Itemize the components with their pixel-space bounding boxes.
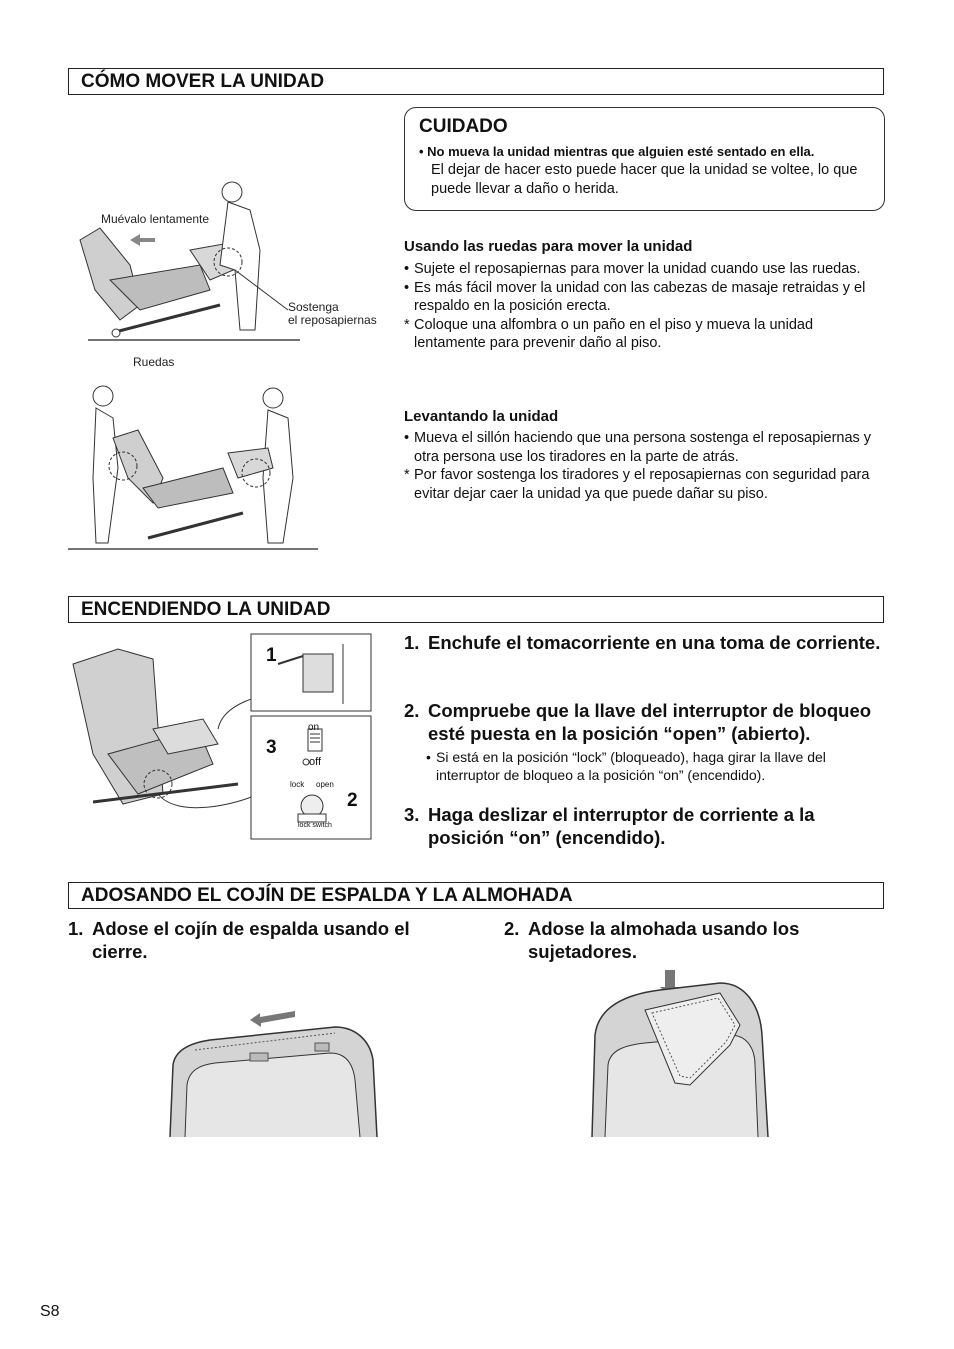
- label-lock: lock: [290, 780, 305, 789]
- power-note: • Si está en la posición “lock” (bloqueado), haga girar la llave del interruptor de bloqueo a la posición “on” (encendido).: [426, 749, 826, 783]
- list-item: • Mueva el sillón haciendo que una persona sostenga el reposapiernas y otra persona use los tiradores en la parte de atrás.: [404, 430, 872, 465]
- caution-title: CUIDADO: [419, 116, 508, 137]
- label-wheels: Ruedas: [133, 355, 175, 369]
- pillow-illustration: [590, 965, 770, 1140]
- label-move-slowly: Muévalo lentamente: [101, 212, 210, 226]
- label-lock-switch: lock switch: [298, 822, 332, 829]
- label-on: on: [308, 722, 320, 733]
- caution-box: [404, 107, 885, 211]
- moving-wheels-illustration: [60, 170, 390, 370]
- callout-2: 2: [347, 790, 358, 811]
- back-cushion-illustration: [165, 1005, 380, 1140]
- list-item: * Coloque una alfombra o un paño en el piso y mueva la unidad lentamente para prevenir daño al piso.: [404, 316, 814, 351]
- cushion-step-1: 1. Adose el cojín de espalda usando el cierre.: [68, 918, 410, 962]
- power-step-2: 2. Compruebe que la llave del interruptor de bloqueo esté puesta en la posición “open” (abierto).: [404, 700, 872, 744]
- caution-bold-line: • No mueva la unidad mientras que alguien esté sentado en ella.: [419, 144, 815, 159]
- list-item: * Por favor sostenga los tiradores y el reposapiernas con seguridad para evitar dejar caer la unidad ya que puede dañar su piso.: [404, 467, 870, 502]
- label-open: open: [316, 780, 334, 789]
- lifting-heading: Levantando la unidad: [404, 408, 559, 425]
- callout-3: 3: [266, 737, 277, 758]
- section-title-cushion: ADOSANDO EL COJÍN DE ESPALDA Y LA ALMOHADA: [68, 882, 884, 909]
- lifting-illustration: [68, 378, 323, 553]
- label-hold-footrest-1: Sostenga: [288, 300, 339, 314]
- list-item: • Es más fácil mover la unidad con las cabezas de masaje retraidas y el respaldo en la posición erecta.: [404, 279, 866, 314]
- section-title-moving: CÓMO MOVER LA UNIDAD: [68, 68, 884, 95]
- list-item: • Sujete el reposapiernas para mover la unidad cuando use las ruedas.: [404, 261, 861, 277]
- label-off: off: [309, 756, 322, 768]
- label-hold-footrest-2: el reposapiernas: [288, 313, 377, 327]
- callout-1: 1: [266, 645, 277, 666]
- caution-text: El dejar de hacer esto puede hacer que la unidad se voltee, lo que puede llevar a daño o herida.: [431, 162, 858, 197]
- cushion-step-2: 2. Adose la almohada usando los sujetadores.: [504, 918, 800, 962]
- power-step-3: 3. Haga deslizar el interruptor de corriente a la posición “on” (encendido).: [404, 804, 815, 848]
- section-title-power: ENCENDIENDO LA UNIDAD: [68, 596, 884, 623]
- wheels-heading: Usando las ruedas para mover la unidad: [404, 238, 693, 255]
- power-step-1: 1. Enchufe el tomacorriente en una toma de corriente.: [404, 632, 881, 653]
- wheels-list: [404, 260, 888, 353]
- lifting-list: [404, 429, 888, 503]
- power-illustration: [68, 634, 373, 844]
- page-number: S8: [40, 1303, 60, 1320]
